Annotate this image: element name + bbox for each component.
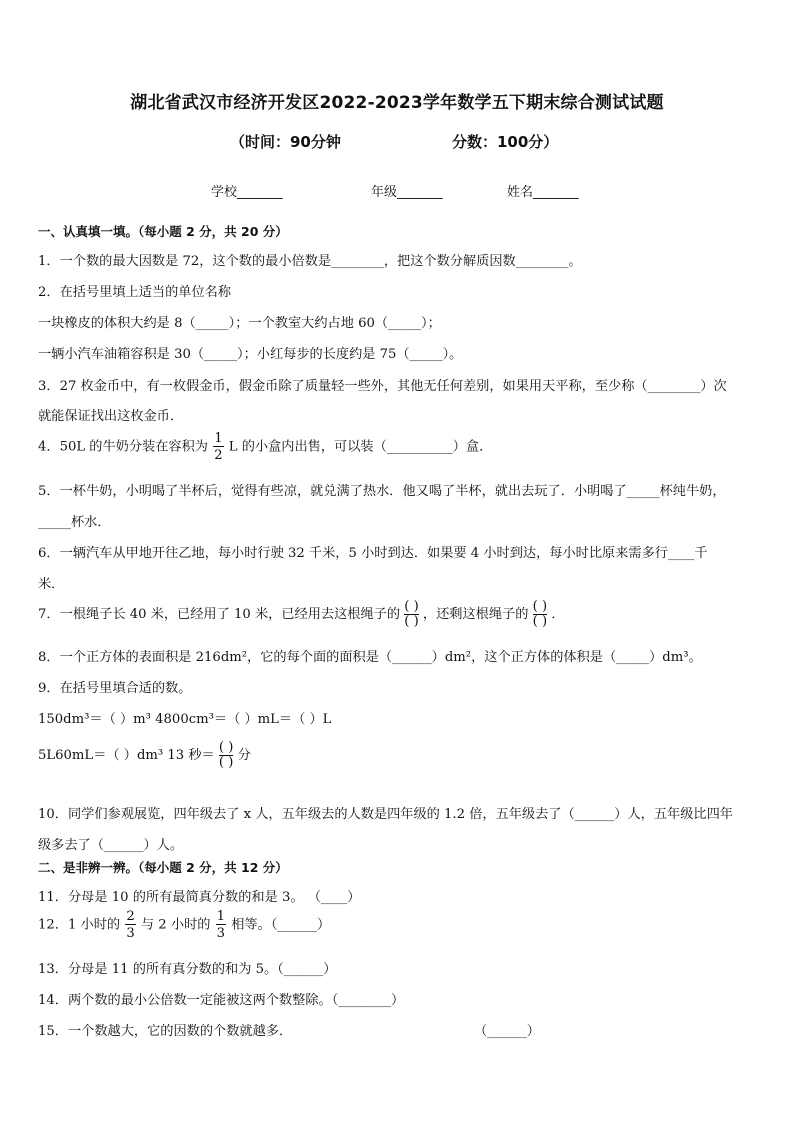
fraction-one-half [213, 432, 223, 462]
fraction-denominator: 3 [126, 926, 135, 942]
question-14: 14．两个数的最小公倍数一定能被这两个数整除。（________） [38, 993, 405, 1008]
fraction-one-third [216, 910, 226, 940]
question-2-line-2: 一辆小汽车油箱容积是 30（_____）；小红每步的长度约是 75（_____）。 [38, 347, 463, 362]
question-7-text-b: ，还剩这根绳子的 [422, 606, 529, 622]
question-11: 11．分母是 10 的所有最简真分数的和是 3。 （____） [38, 890, 361, 905]
blank-denominator: ( ) [218, 754, 234, 770]
blank-fraction-used [404, 600, 418, 629]
question-7 [38, 600, 565, 629]
blank-fraction-minutes [219, 741, 233, 770]
question-6-line-1: 6．一辆汽车从甲地开往乙地，每小时行驶 32 千米，5 小时到达．如果要 4 小时到达，每小时比原来需多行____千 [38, 546, 708, 561]
question-12-text-a: 12．1 小时的 [38, 917, 121, 933]
question-13: 13．分母是 11 的所有真分数的和为 5。（______） [38, 962, 337, 977]
grade-field: 年级_______ [371, 185, 443, 200]
question-9-line-2-text: 5L60mL＝（ ）dm³ 13 秒＝ [38, 747, 215, 763]
question-9: 9．在括号里填合适的数。 [38, 681, 192, 696]
question-8: 8．一个正方体的表面积是 216dm²，它的每个面的面积是（______）dm²，这个正方体的体积是（_____）dm³。 [38, 650, 702, 665]
question-3-line-2: 就能保证找出这枚金币． [38, 409, 184, 424]
question-6-line-2: 米． [38, 577, 65, 592]
blank-numerator: ( ) [404, 599, 419, 614]
question-2: 2．在括号里填上适当的单位名称 [38, 285, 232, 300]
exam-time: （时间：90分钟 [230, 133, 341, 151]
section-heading-2: 二、是非辨一辨。（每小题 2 分，共 12 分） [38, 860, 288, 875]
question-5-line-1: 5．一杯牛奶，小明喝了半杯后，觉得有些凉，就兑满了热水．他又喝了半杯，就出去玩了．小明喝了_____杯纯牛奶， [38, 484, 726, 499]
question-7-text-a: 7．一根绳子长 40 米，已经用了 10 米，已经用去这根绳子的 [38, 606, 401, 622]
blank-denominator: ( ) [404, 613, 419, 629]
section-heading-1: 一、认真填一填。（每小题 2 分，共 20 分） [38, 224, 288, 239]
blank-numerator: ( ) [218, 740, 234, 755]
minutes-unit: 分 [237, 747, 251, 763]
question-1: 1．一个数的最大因数是 72，这个数的最小倍数是________，把这个数分解质因数________。 [38, 254, 582, 269]
page-title: 湖北省武汉市经济开发区2022-2023学年数学五下期末综合测试试题 [130, 93, 664, 113]
question-4-text-a: 4．50L 的牛奶分装在容积为 [38, 439, 208, 455]
fraction-numerator: 1 [216, 909, 226, 924]
question-4-text-b: L 的小盒内出售，可以装（__________）盒． [228, 439, 493, 455]
question-15: 15．一个数越大，它的因数的个数就越多． [38, 1024, 293, 1039]
question-4 [38, 432, 492, 462]
question-3-line-1: 3．27 枚金币中，有一枚假金币，假金币除了质量轻一些外，其他无任何差别，如果用天平称，至少称（________）次 [38, 379, 727, 394]
fraction-two-thirds [125, 910, 135, 940]
question-12 [38, 910, 330, 940]
fraction-numerator: 2 [126, 909, 135, 924]
question-12-text-c: 相等。（______） [231, 917, 331, 933]
school-field: 学校_______ [211, 185, 283, 200]
question-15-blank: （______） [474, 1024, 540, 1039]
question-10-line-2: 级多去了（______）人。 [38, 838, 184, 853]
fraction-denominator: 3 [216, 926, 226, 942]
question-9-line-2 [38, 741, 251, 770]
question-2-line-1: 一块橡皮的体积大约是 8（_____）；一个教室大约占地 60（_____）； [38, 316, 441, 331]
question-10-line-1: 10．同学们参观展览，四年级去了 x 人，五年级去的人数是四年级的 1.2 倍，五年级去了（______）人，五年级比四年 [38, 807, 733, 822]
blank-denominator: ( ) [532, 613, 548, 629]
name-field: 姓名_______ [507, 185, 579, 200]
exam-score: 分数：100分） [452, 133, 559, 151]
question-7-text-c: ． [551, 606, 565, 622]
fraction-numerator: 1 [214, 431, 223, 446]
fraction-denominator: 2 [214, 448, 223, 464]
blank-fraction-remaining [533, 600, 547, 629]
blank-numerator: ( ) [532, 599, 548, 614]
question-9-line-1: 150dm³＝（ ）m³ 4800cm³＝（ ）mL＝（ ）L [38, 712, 332, 727]
question-5-line-2: _____杯水． [38, 515, 111, 530]
question-12-text-b: 与 2 小时的 [140, 917, 211, 933]
